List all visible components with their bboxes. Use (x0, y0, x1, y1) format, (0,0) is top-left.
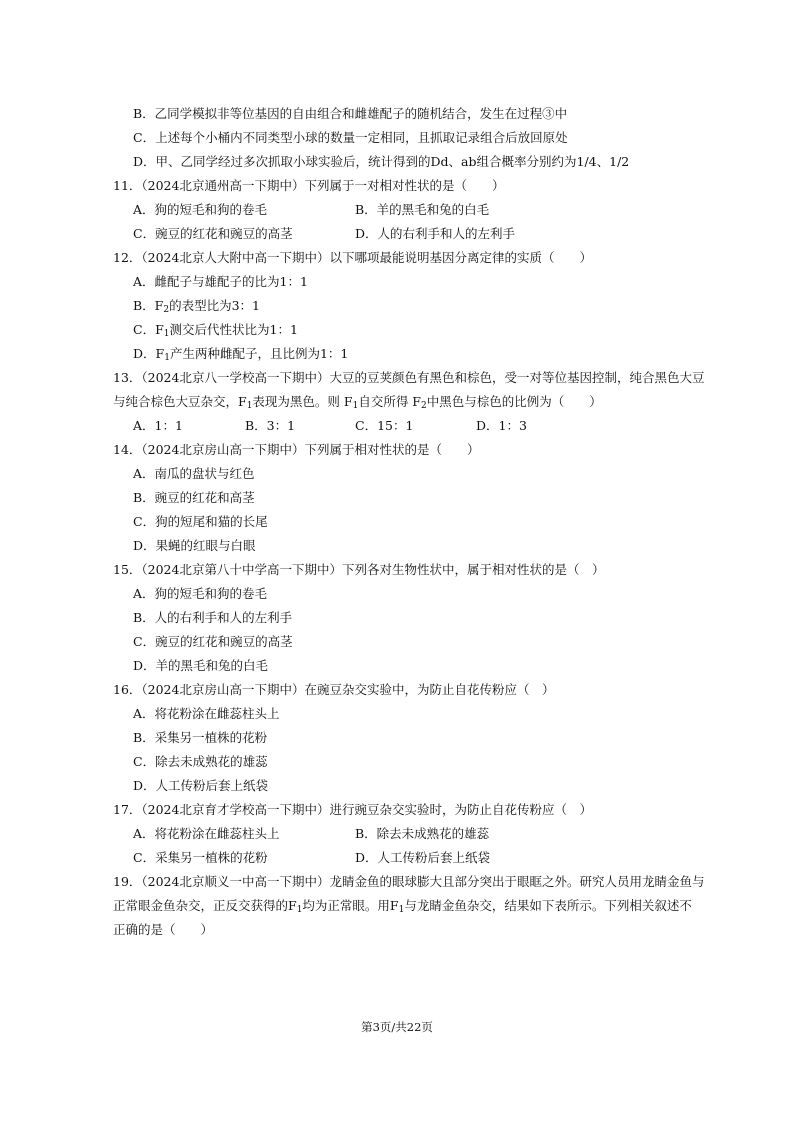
q16-option-b: B．采集另一植株的花粉 (133, 730, 268, 745)
q11-option-b: B．羊的黑毛和兔的白毛 (355, 202, 490, 217)
q15-option-c: C．豌豆的红花和豌豆的高茎 (133, 634, 293, 649)
q17-option-d: D．人工传粉后套上纸袋 (355, 850, 491, 865)
question-13-line-1: 13．（2024北京八一学校高一下期中）大豆的豆荚颜色有黑色和棕色，受一对等位基因控制，纯合黑色大豆 (113, 370, 705, 385)
q16-option-c: C．除去未成熟花的雄蕊 (133, 754, 268, 769)
page-footer: 第3页/共22页 (361, 1020, 433, 1034)
q16-option-a: A．将花粉涂在雌蕊柱头上 (133, 706, 280, 721)
q12-option-d: D．$F_1$产生两种雌配子，且比例为1：1 (133, 346, 349, 363)
option-b-prev: B．乙同学模拟非等位基因的自由组合和雌雄配子的随机结合，发生在过程③中 (133, 106, 568, 121)
option-d-prev: D．甲、乙同学经过多次抓取小球实验后，统计得到的Dd、ab组合概率分别约为1/4、1/2 (133, 154, 630, 169)
q11-option-a: A．狗的短毛和狗的卷毛 (133, 202, 268, 217)
question-15: 15．（2024北京第八十中学高一下期中）下列各对生物性状中，属于相对性状的是（ ） (113, 562, 605, 577)
option-c-prev: C．上述每个小桶内不同类型小球的数量一定相同，且抓取记录组合后放回原处 (133, 130, 568, 145)
question-19-line-1: 19．（2024北京顺义一中高一下期中）龙睛金鱼的眼球膨大且部分突出于眼眶之外。研究人员用龙睛金鱼与 (113, 874, 705, 889)
question-19-line-2: 正常眼金鱼杂交，正反交获得的$F_1$均为正常眼。用$F_1$与龙睛金鱼杂交，结果如下表所示。下列相关叙述不 (113, 898, 692, 915)
q14-option-b: B．豌豆的红花和高茎 (133, 490, 255, 505)
q12-option-a: A．雌配子与雄配子的比为1：1 (133, 274, 308, 289)
q15-option-b: B．人的右利手和人的左利手 (133, 610, 293, 625)
question-13-line-2: 与纯合棕色大豆杂交，$F_1$表现为黑色。则 $F_1$自交所得 $F_2$中黑色与棕色的比例为（ ） (113, 394, 602, 411)
question-14: 14．（2024北京房山高一下期中）下列属于相对性状的是（ ） (113, 442, 480, 457)
question-17: 17．（2024北京育才学校高一下期中）进行豌豆杂交实验时，为防止自花传粉应（ ） (113, 802, 592, 817)
q13-option-c: C．15：1 (355, 418, 414, 433)
q11-option-c: C．豌豆的红花和豌豆的高茎 (133, 226, 293, 241)
q13-option-a: A．1：1 (133, 418, 183, 433)
q12-option-b: B．$F_2$的表型比为3：1 (133, 298, 260, 315)
question-16: 16．（2024北京房山高一下期中）在豌豆杂交实验中，为防止自花传粉应（ ） (113, 682, 555, 697)
question-12: 12．（2024北京人大附中高一下期中）以下哪项最能说明基因分离定律的实质（ ） (113, 250, 592, 265)
question-19-line-3: 正确的是（ ） (113, 922, 214, 937)
q17-option-a: A．将花粉涂在雌蕊柱头上 (133, 826, 280, 841)
q17-option-b: B．除去未成熟花的雄蕊 (355, 826, 490, 841)
q14-option-d: D．果蝇的红眼与白眼 (133, 538, 256, 553)
q17-option-c: C．采集另一植株的花粉 (133, 850, 268, 865)
q15-option-d: D．羊的黑毛和兔的白毛 (133, 658, 269, 673)
q12-option-c: C．$F_1$测交后代性状比为1：1 (133, 322, 298, 339)
q15-option-a: A．狗的短毛和狗的卷毛 (133, 586, 268, 601)
q14-option-a: A．南瓜的盘状与红色 (133, 466, 255, 481)
q14-option-c: C．狗的短尾和猫的长尾 (133, 514, 268, 529)
question-11: 11．（2024北京通州高一下期中）下列属于一对相对性状的是（ ） (113, 178, 505, 193)
q13-option-b: B．3：1 (245, 418, 296, 433)
q13-option-d: D．1：3 (476, 418, 527, 433)
q16-option-d: D．人工传粉后套上纸袋 (133, 778, 269, 793)
q11-option-d: D．人的右利手和人的左利手 (355, 226, 516, 241)
